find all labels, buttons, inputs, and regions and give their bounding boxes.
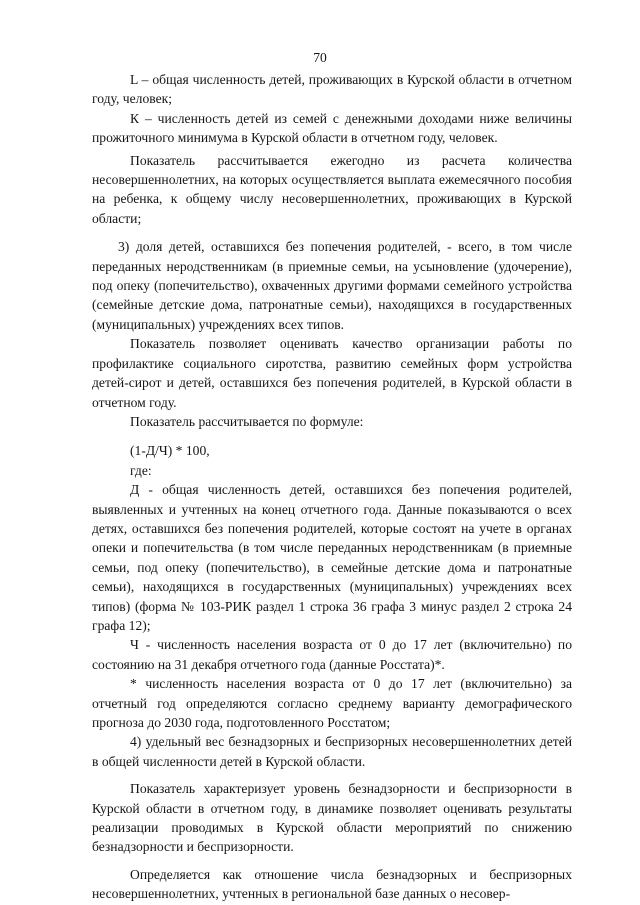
paragraph-d-definition: Д - общая численность детей, оставшихся без попечения родителей, выявленных и учтенных на конец отчетного года. Данные показываются о всех детях, оставшихся без попечения родителей, которые состоят на учете в органах опеки и попечительства (в том числе переданных неродственникам (в приемные семьи, под опеку (попечительство), в семейные детские дома и патронатные семьи), находящихся в государственных (муниципальных) учреждениях всех типов) (форма № 103-РИК раздел 1 строка 36 графа 3 минус раздел 2 строка 24 графа 12); <box>92 482 572 633</box>
paragraph-calculation-method: Показатель рассчитывается ежегодно из расчета количества несовершеннолетних, на которых осуществляется выплата ежемесячного пособия на ребенка, к общему числу несовершеннолетних, проживающих в Курской области; <box>92 152 572 226</box>
paragraph-l-definition: L – общая численность детей, проживающих в Курской области в отчетном году, человек; <box>92 72 572 107</box>
paragraph-indicator-purpose: Показатель позволяет оценивать качество организации работы по профилактике социального сиротства, развитию семейных форм устройства детей-сирот и детей, оставшихся без попечения родителей, в Курской области в отчетном году. <box>92 336 572 410</box>
paragraph-item-3: 3) доля детей, оставшихся без попечения родителей, - всего, в том числе переданных неродственникам (в приемные семьи, на усыновление (удочерение), под опеку (попечительство), охваченных другими формами семейного устройства (семейные детские дома, патронатные семьи), находящихся в государственных (муниципальных) учреждениях всех типов. <box>92 239 572 332</box>
paragraph-ch-definition: Ч - численность населения возраста от 0 до 17 лет (включительно) по состоянию на 31 декабря отчетного года (данные Росстата)*. <box>92 637 572 672</box>
page-number: 70 <box>313 50 327 65</box>
paragraph-footnote: * численность населения возраста от 0 до 17 лет (включительно) за отчетный год определяются согласно среднему варианту демографического прогноза до 2030 года, подготовленного Росстатом; <box>92 676 572 730</box>
paragraph-formula-intro: Показатель рассчитывается по формуле: <box>130 413 364 429</box>
document-body <box>92 70 572 904</box>
paragraph-k-definition: К – численность детей из семей с денежными доходами ниже величины прожиточного минимума в Курской области в отчетном году, человек. <box>92 110 572 146</box>
paragraph-determined-as: Определяется как отношение числа безнадзорных и беспризорных несовершеннолетних, учтенных в региональной базе данных о несовер- <box>92 866 572 902</box>
paragraph-indicator-characterizes: Показатель характеризует уровень безнадзорности и беспризорности в Курской области в отчетном году, в динамике позволяет оценивать результаты реализации проводимых в Курской области мероприятий по снижению безнадзорности и беспризорности. <box>92 781 572 855</box>
paragraph-where: где: <box>130 462 152 478</box>
formula: (1-Д/Ч) * 100, <box>130 443 210 459</box>
paragraph-item-4: 4) удельный вес безнадзорных и беспризорных несовершеннолетних детей в общей численности детей в Курской области. <box>92 734 572 769</box>
